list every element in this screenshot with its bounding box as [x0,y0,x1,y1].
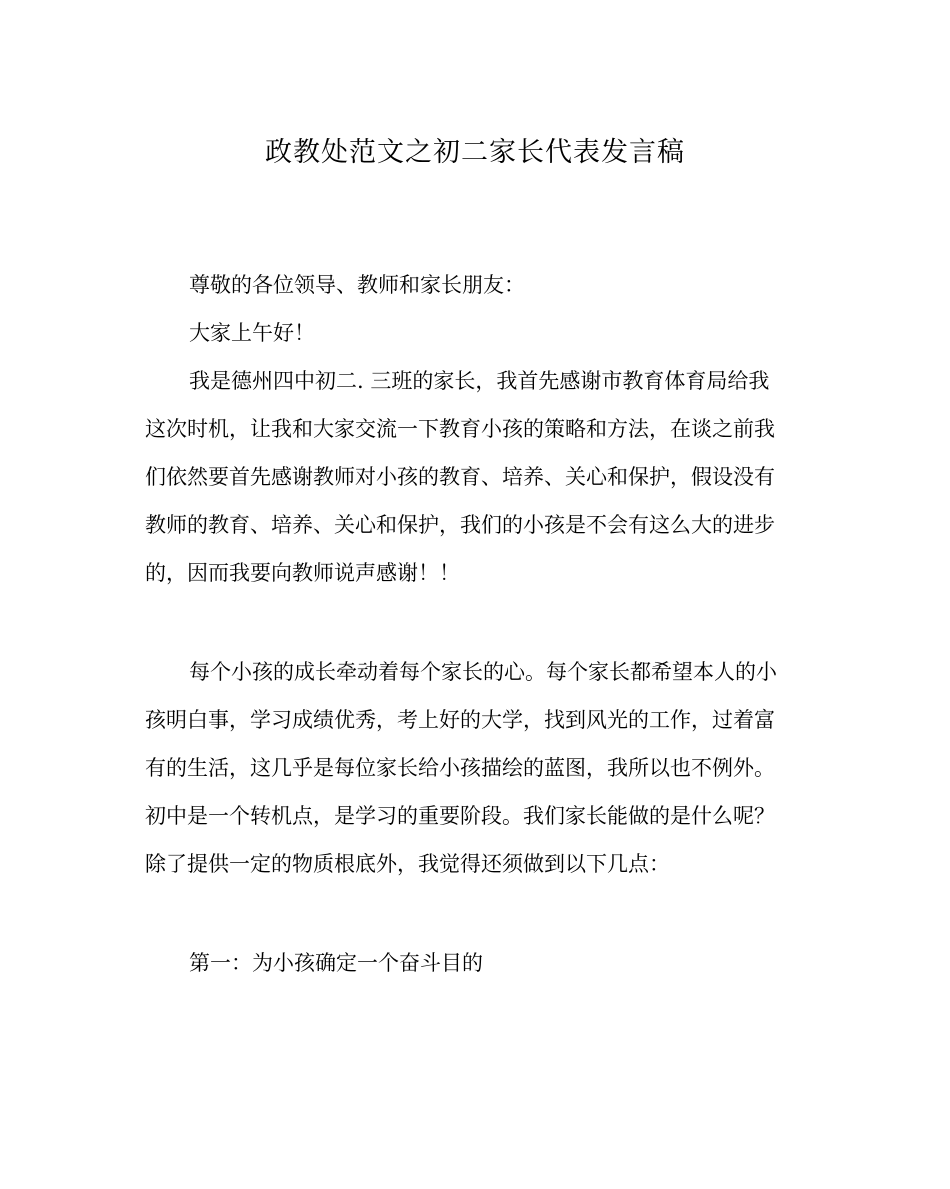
paragraph-line: 有的生活，这几乎是每位家长给小孩描绘的蓝图，我所以也不例外。 [145,756,775,780]
paragraph-line: 初中是一个转机点，是学习的重要阶段。我们家长能做的是什么呢？ [145,804,775,828]
paragraph-line: 这次时机，让我和大家交流一下教育小孩的策略和方法，在谈之前我 [145,417,775,441]
greeting-line: 尊敬的各位领导、教师和家长朋友： [189,273,525,297]
paragraph-line: 我是德州四中初二. 三班的家长，我首先感谢市教育体育局给我 [189,369,770,393]
paragraph-line: 除了提供一定的物质根底外，我觉得还须做到以下几点： [145,852,670,876]
paragraph-line: 每个小孩的成长牵动着每个家长的心。每个家长都希望本人的小 [189,660,777,684]
paragraph-line: 们依然要首先感谢教师对小孩的教育、培养、关心和保护，假设没有 [145,465,775,489]
point-heading: 第一：为小孩确定一个奋斗目的 [189,951,483,975]
paragraph-line: 的，因而我要向教师说声感谢！！ [145,561,460,585]
paragraph-line: 教师的教育、培养、关心和保护，我们的小孩是不会有这么大的进步 [145,513,775,537]
paragraph-line: 孩明白事，学习成绩优秀，考上好的大学，找到风光的工作，过着富 [145,708,775,732]
document-title: 政教处范文之初二家长代表发言稿 [265,137,685,168]
salutation-line: 大家上午好！ [189,321,315,345]
